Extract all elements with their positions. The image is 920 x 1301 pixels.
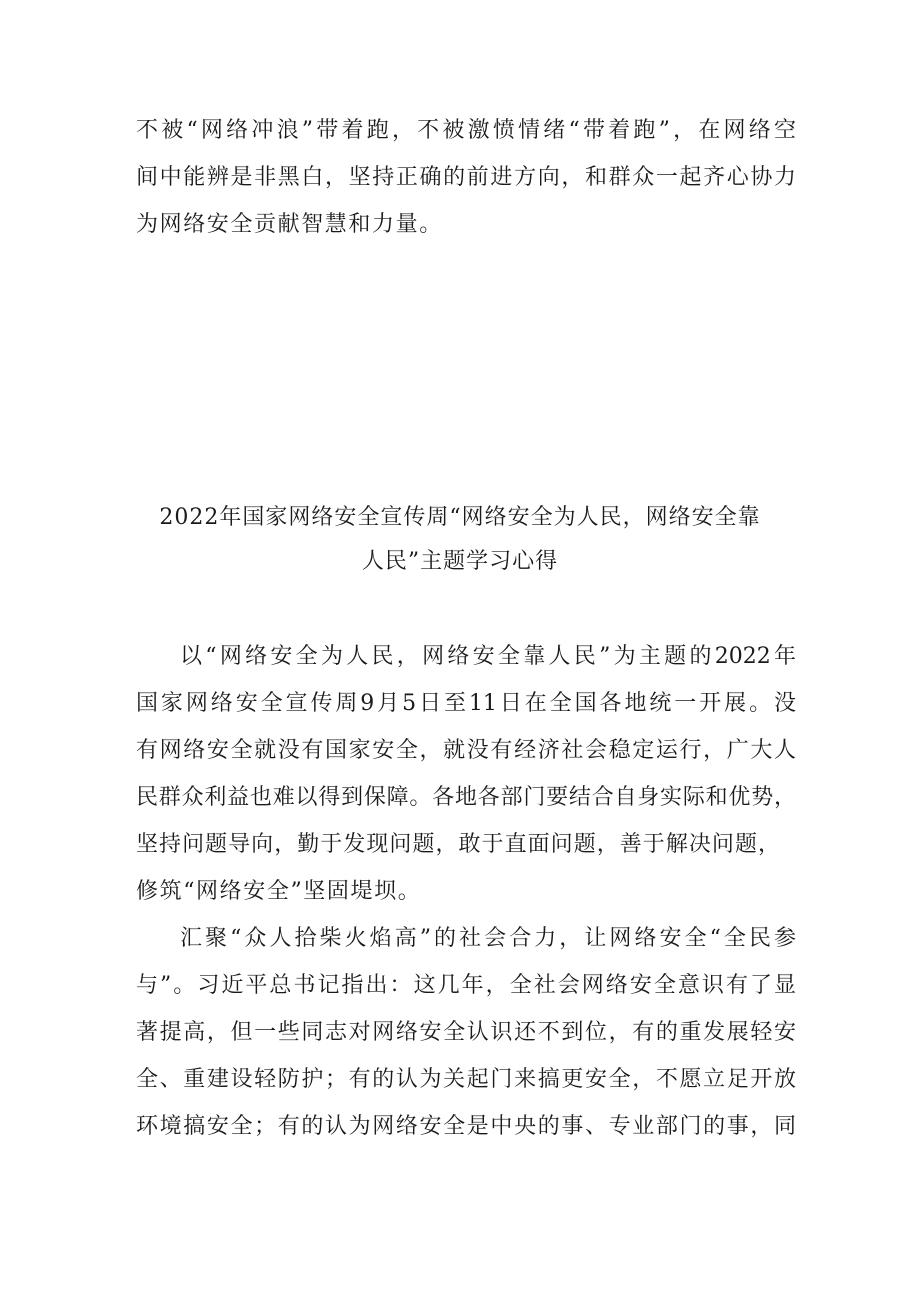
paragraph1-line-3: 有网络安全就没有国家安全，就没有经济社会稳定运行，广大人 [136, 738, 796, 763]
prev-paragraph-line-3: 为网络安全贡献智慧和力量。 [136, 212, 443, 237]
paragraph2-line-3: 著提高，但一些同志对网络安全认识还不到位，有的重发展轻安 [136, 1020, 796, 1045]
paragraph1-line-5: 坚持问题导向，勤于发现问题，敢于直面问题，善于解决问题， [136, 832, 780, 857]
prev-paragraph-line-1: 不被“网络冲浪”带着跑，不被激愤情绪“带着跑”，在网络空 [136, 118, 796, 143]
paragraph2-line-5: 环境搞安全；有的认为网络安全是中央的事、专业部门的事，同 [136, 1114, 796, 1139]
prev-paragraph-line-2: 间中能辨是非黑白，坚持正确的前进方向，和群众一起齐心协力 [136, 165, 796, 190]
paragraph2-line-1: 汇聚“众人拾柴火焰高”的社会合力，让网络安全“全民参 [180, 926, 796, 951]
paragraph1-line-1: 以“网络安全为人民，网络安全靠人民”为主题的2022年 [180, 644, 796, 669]
article-title-line-2: 人民”主题学习心得 [361, 549, 559, 574]
paragraph2-line-2: 与”。习近平总书记指出：这几年，全社会网络安全意识有了显 [136, 973, 796, 998]
paragraph1-line-2: 国家网络安全宣传周9月5日至11日在全国各地统一开展。没 [136, 691, 796, 716]
paragraph2-line-4: 全、重建设轻防护；有的认为关起门来搞更安全，不愿立足开放 [136, 1067, 796, 1092]
article-title-line-1: 2022年国家网络安全宣传周“网络安全为人民，网络安全靠 [159, 505, 761, 530]
paragraph1-line-4: 民群众利益也难以得到保障。各地各部门要结合自身实际和优势， [136, 785, 796, 810]
paragraph1-line-6: 修筑“网络安全”坚固堤坝。 [136, 879, 422, 904]
